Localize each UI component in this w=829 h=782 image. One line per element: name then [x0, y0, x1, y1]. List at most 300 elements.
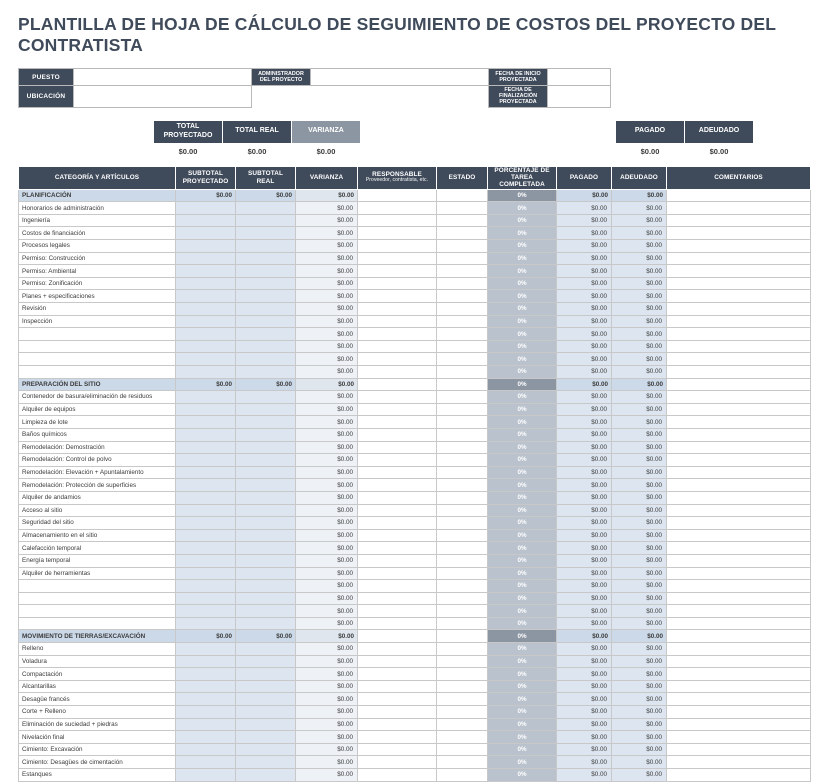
row-item-name[interactable]: Nivelación final	[19, 731, 176, 744]
row-responsable[interactable]	[358, 668, 437, 681]
group-estado[interactable]	[437, 189, 488, 202]
row-porcentaje[interactable]: 0%	[488, 693, 557, 706]
row-pagado[interactable]: $0.00	[557, 655, 612, 668]
row-item-name[interactable]: Calefacción temporal	[19, 542, 176, 555]
row-pagado[interactable]: $0.00	[557, 517, 612, 530]
row-porcentaje[interactable]: 0%	[488, 277, 557, 290]
row-estado[interactable]	[437, 605, 488, 618]
row-subtotal-proyectado[interactable]	[176, 303, 236, 316]
row-estado[interactable]	[437, 731, 488, 744]
row-subtotal-real[interactable]	[236, 580, 296, 593]
row-pagado[interactable]: $0.00	[557, 680, 612, 693]
row-pagado[interactable]: $0.00	[557, 605, 612, 618]
row-responsable[interactable]	[358, 517, 437, 530]
row-estado[interactable]	[437, 202, 488, 215]
row-comentarios[interactable]	[667, 466, 811, 479]
row-estado[interactable]	[437, 416, 488, 429]
row-responsable[interactable]	[358, 340, 437, 353]
row-porcentaje[interactable]: 0%	[488, 529, 557, 542]
row-comentarios[interactable]	[667, 643, 811, 656]
row-pagado[interactable]: $0.00	[557, 479, 612, 492]
row-item-name[interactable]: Compactación	[19, 668, 176, 681]
row-responsable[interactable]	[358, 542, 437, 555]
row-subtotal-proyectado[interactable]	[176, 366, 236, 379]
fecha-inicio-value[interactable]	[548, 69, 611, 86]
row-subtotal-real[interactable]	[236, 416, 296, 429]
row-subtotal-proyectado[interactable]	[176, 554, 236, 567]
row-subtotal-proyectado[interactable]	[176, 227, 236, 240]
row-comentarios[interactable]	[667, 731, 811, 744]
row-pagado[interactable]: $0.00	[557, 340, 612, 353]
row-item-name[interactable]	[19, 366, 176, 379]
row-pagado[interactable]: $0.00	[557, 315, 612, 328]
row-responsable[interactable]	[358, 416, 437, 429]
row-responsable[interactable]	[358, 491, 437, 504]
row-subtotal-real[interactable]	[236, 617, 296, 630]
row-subtotal-real[interactable]	[236, 693, 296, 706]
row-porcentaje[interactable]: 0%	[488, 542, 557, 555]
row-item-name[interactable]: Inspección	[19, 315, 176, 328]
row-comentarios[interactable]	[667, 668, 811, 681]
row-estado[interactable]	[437, 403, 488, 416]
row-porcentaje[interactable]: 0%	[488, 517, 557, 530]
row-estado[interactable]	[437, 542, 488, 555]
row-estado[interactable]	[437, 428, 488, 441]
row-estado[interactable]	[437, 617, 488, 630]
row-responsable[interactable]	[358, 441, 437, 454]
row-subtotal-real[interactable]	[236, 567, 296, 580]
row-pagado[interactable]: $0.00	[557, 303, 612, 316]
row-responsable[interactable]	[358, 265, 437, 278]
row-subtotal-proyectado[interactable]	[176, 202, 236, 215]
row-subtotal-real[interactable]	[236, 554, 296, 567]
row-responsable[interactable]	[358, 504, 437, 517]
row-porcentaje[interactable]: 0%	[488, 214, 557, 227]
row-porcentaje[interactable]: 0%	[488, 353, 557, 366]
row-pagado[interactable]: $0.00	[557, 328, 612, 341]
row-subtotal-proyectado[interactable]	[176, 617, 236, 630]
row-comentarios[interactable]	[667, 491, 811, 504]
row-pagado[interactable]: $0.00	[557, 227, 612, 240]
row-subtotal-proyectado[interactable]	[176, 214, 236, 227]
row-porcentaje[interactable]: 0%	[488, 391, 557, 404]
row-pagado[interactable]: $0.00	[557, 731, 612, 744]
row-subtotal-proyectado[interactable]	[176, 706, 236, 719]
row-responsable[interactable]	[358, 353, 437, 366]
group-comentarios[interactable]	[667, 630, 811, 643]
row-subtotal-proyectado[interactable]	[176, 592, 236, 605]
row-estado[interactable]	[437, 693, 488, 706]
row-subtotal-real[interactable]	[236, 277, 296, 290]
row-subtotal-proyectado[interactable]	[176, 529, 236, 542]
row-pagado[interactable]: $0.00	[557, 567, 612, 580]
row-estado[interactable]	[437, 441, 488, 454]
row-subtotal-real[interactable]	[236, 303, 296, 316]
row-porcentaje[interactable]: 0%	[488, 668, 557, 681]
row-porcentaje[interactable]: 0%	[488, 718, 557, 731]
row-pagado[interactable]: $0.00	[557, 466, 612, 479]
row-item-name[interactable]: Permiso: Ambiental	[19, 265, 176, 278]
row-subtotal-proyectado[interactable]	[176, 441, 236, 454]
row-comentarios[interactable]	[667, 580, 811, 593]
row-comentarios[interactable]	[667, 202, 811, 215]
row-porcentaje[interactable]: 0%	[488, 441, 557, 454]
row-comentarios[interactable]	[667, 416, 811, 429]
row-responsable[interactable]	[358, 706, 437, 719]
row-porcentaje[interactable]: 0%	[488, 366, 557, 379]
row-estado[interactable]	[437, 454, 488, 467]
row-porcentaje[interactable]: 0%	[488, 592, 557, 605]
row-comentarios[interactable]	[667, 403, 811, 416]
row-item-name[interactable]: Seguridad del sitio	[19, 517, 176, 530]
row-estado[interactable]	[437, 706, 488, 719]
row-porcentaje[interactable]: 0%	[488, 227, 557, 240]
row-comentarios[interactable]	[667, 769, 811, 782]
row-subtotal-proyectado[interactable]	[176, 504, 236, 517]
row-estado[interactable]	[437, 756, 488, 769]
row-comentarios[interactable]	[667, 706, 811, 719]
row-item-name[interactable]: Estanques	[19, 769, 176, 782]
row-item-name[interactable]	[19, 617, 176, 630]
row-subtotal-real[interactable]	[236, 315, 296, 328]
row-item-name[interactable]: Acceso al sitio	[19, 504, 176, 517]
row-pagado[interactable]: $0.00	[557, 743, 612, 756]
row-porcentaje[interactable]: 0%	[488, 491, 557, 504]
row-subtotal-real[interactable]	[236, 504, 296, 517]
row-pagado[interactable]: $0.00	[557, 265, 612, 278]
row-estado[interactable]	[437, 491, 488, 504]
row-pagado[interactable]: $0.00	[557, 277, 612, 290]
row-subtotal-proyectado[interactable]	[176, 580, 236, 593]
row-porcentaje[interactable]: 0%	[488, 680, 557, 693]
row-item-name[interactable]: Remodelación: Demostración	[19, 441, 176, 454]
row-pagado[interactable]: $0.00	[557, 240, 612, 253]
row-comentarios[interactable]	[667, 340, 811, 353]
row-item-name[interactable]: Limpieza de lote	[19, 416, 176, 429]
row-subtotal-real[interactable]	[236, 391, 296, 404]
row-item-name[interactable]: Contenedor de basura/eliminación de residuos	[19, 391, 176, 404]
row-subtotal-proyectado[interactable]	[176, 328, 236, 341]
administrador-value[interactable]	[311, 69, 489, 86]
row-porcentaje[interactable]: 0%	[488, 617, 557, 630]
row-responsable[interactable]	[358, 214, 437, 227]
row-item-name[interactable]: Corte + Relleno	[19, 706, 176, 719]
row-porcentaje[interactable]: 0%	[488, 328, 557, 341]
row-porcentaje[interactable]: 0%	[488, 303, 557, 316]
row-subtotal-proyectado[interactable]	[176, 391, 236, 404]
row-responsable[interactable]	[358, 252, 437, 265]
row-estado[interactable]	[437, 769, 488, 782]
row-comentarios[interactable]	[667, 718, 811, 731]
row-subtotal-proyectado[interactable]	[176, 769, 236, 782]
row-responsable[interactable]	[358, 743, 437, 756]
row-estado[interactable]	[437, 668, 488, 681]
row-porcentaje[interactable]: 0%	[488, 240, 557, 253]
row-subtotal-real[interactable]	[236, 605, 296, 618]
row-pagado[interactable]: $0.00	[557, 542, 612, 555]
row-subtotal-proyectado[interactable]	[176, 731, 236, 744]
row-pagado[interactable]: $0.00	[557, 290, 612, 303]
ubicacion-value[interactable]	[74, 86, 252, 108]
row-subtotal-real[interactable]	[236, 668, 296, 681]
row-item-name[interactable]: Remodelación: Elevación + Apuntalamiento	[19, 466, 176, 479]
row-responsable[interactable]	[358, 403, 437, 416]
row-comentarios[interactable]	[667, 605, 811, 618]
row-item-name[interactable]: Permiso: Zonificación	[19, 277, 176, 290]
row-pagado[interactable]: $0.00	[557, 580, 612, 593]
row-responsable[interactable]	[358, 680, 437, 693]
row-subtotal-real[interactable]	[236, 529, 296, 542]
row-pagado[interactable]: $0.00	[557, 529, 612, 542]
row-estado[interactable]	[437, 517, 488, 530]
row-estado[interactable]	[437, 680, 488, 693]
row-item-name[interactable]: Alquiler de andamios	[19, 491, 176, 504]
row-pagado[interactable]: $0.00	[557, 668, 612, 681]
row-subtotal-proyectado[interactable]	[176, 693, 236, 706]
row-pagado[interactable]: $0.00	[557, 428, 612, 441]
row-subtotal-proyectado[interactable]	[176, 605, 236, 618]
row-responsable[interactable]	[358, 769, 437, 782]
row-subtotal-proyectado[interactable]	[176, 290, 236, 303]
row-subtotal-proyectado[interactable]	[176, 643, 236, 656]
row-porcentaje[interactable]: 0%	[488, 731, 557, 744]
row-subtotal-proyectado[interactable]	[176, 340, 236, 353]
row-responsable[interactable]	[358, 655, 437, 668]
row-estado[interactable]	[437, 529, 488, 542]
row-subtotal-real[interactable]	[236, 214, 296, 227]
row-item-name[interactable]: Eliminación de suciedad + piedras	[19, 718, 176, 731]
row-responsable[interactable]	[358, 605, 437, 618]
row-subtotal-real[interactable]	[236, 706, 296, 719]
group-comentarios[interactable]	[667, 378, 811, 391]
row-subtotal-proyectado[interactable]	[176, 756, 236, 769]
row-subtotal-proyectado[interactable]	[176, 466, 236, 479]
row-item-name[interactable]: Costos de financiación	[19, 227, 176, 240]
row-pagado[interactable]: $0.00	[557, 441, 612, 454]
row-responsable[interactable]	[358, 567, 437, 580]
row-item-name[interactable]	[19, 605, 176, 618]
row-comentarios[interactable]	[667, 303, 811, 316]
row-subtotal-real[interactable]	[236, 454, 296, 467]
row-porcentaje[interactable]: 0%	[488, 580, 557, 593]
row-item-name[interactable]: Energía temporal	[19, 554, 176, 567]
row-porcentaje[interactable]: 0%	[488, 428, 557, 441]
row-subtotal-proyectado[interactable]	[176, 479, 236, 492]
row-comentarios[interactable]	[667, 391, 811, 404]
row-subtotal-real[interactable]	[236, 643, 296, 656]
row-porcentaje[interactable]: 0%	[488, 315, 557, 328]
row-estado[interactable]	[437, 265, 488, 278]
row-porcentaje[interactable]: 0%	[488, 605, 557, 618]
row-subtotal-real[interactable]	[236, 227, 296, 240]
row-pagado[interactable]: $0.00	[557, 504, 612, 517]
row-porcentaje[interactable]: 0%	[488, 466, 557, 479]
row-pagado[interactable]: $0.00	[557, 403, 612, 416]
row-item-name[interactable]: Alquiler de equipos	[19, 403, 176, 416]
row-subtotal-proyectado[interactable]	[176, 517, 236, 530]
group-responsable[interactable]	[358, 630, 437, 643]
row-estado[interactable]	[437, 328, 488, 341]
row-item-name[interactable]: Remodelación: Protección de superficies	[19, 479, 176, 492]
row-responsable[interactable]	[358, 466, 437, 479]
row-porcentaje[interactable]: 0%	[488, 479, 557, 492]
row-responsable[interactable]	[358, 366, 437, 379]
row-item-name[interactable]: Alcantarillas	[19, 680, 176, 693]
row-subtotal-real[interactable]	[236, 731, 296, 744]
row-item-name[interactable]: Desagüe francés	[19, 693, 176, 706]
row-subtotal-real[interactable]	[236, 340, 296, 353]
row-comentarios[interactable]	[667, 655, 811, 668]
row-estado[interactable]	[437, 227, 488, 240]
row-estado[interactable]	[437, 240, 488, 253]
row-porcentaje[interactable]: 0%	[488, 202, 557, 215]
row-item-name[interactable]: Honorarios de administración	[19, 202, 176, 215]
row-pagado[interactable]: $0.00	[557, 718, 612, 731]
row-subtotal-proyectado[interactable]	[176, 265, 236, 278]
row-subtotal-real[interactable]	[236, 403, 296, 416]
row-responsable[interactable]	[358, 290, 437, 303]
group-responsable[interactable]	[358, 189, 437, 202]
row-estado[interactable]	[437, 592, 488, 605]
row-responsable[interactable]	[358, 202, 437, 215]
row-responsable[interactable]	[358, 756, 437, 769]
row-porcentaje[interactable]: 0%	[488, 340, 557, 353]
row-estado[interactable]	[437, 643, 488, 656]
row-subtotal-real[interactable]	[236, 680, 296, 693]
row-porcentaje[interactable]: 0%	[488, 403, 557, 416]
row-porcentaje[interactable]: 0%	[488, 265, 557, 278]
row-estado[interactable]	[437, 252, 488, 265]
row-estado[interactable]	[437, 567, 488, 580]
row-responsable[interactable]	[358, 529, 437, 542]
row-porcentaje[interactable]: 0%	[488, 252, 557, 265]
row-pagado[interactable]: $0.00	[557, 617, 612, 630]
row-pagado[interactable]: $0.00	[557, 643, 612, 656]
row-pagado[interactable]: $0.00	[557, 353, 612, 366]
row-item-name[interactable]: Permiso: Construcción	[19, 252, 176, 265]
row-comentarios[interactable]	[667, 277, 811, 290]
row-estado[interactable]	[437, 315, 488, 328]
row-estado[interactable]	[437, 718, 488, 731]
row-subtotal-proyectado[interactable]	[176, 403, 236, 416]
row-pagado[interactable]: $0.00	[557, 491, 612, 504]
row-comentarios[interactable]	[667, 328, 811, 341]
row-comentarios[interactable]	[667, 290, 811, 303]
row-subtotal-proyectado[interactable]	[176, 718, 236, 731]
row-subtotal-proyectado[interactable]	[176, 655, 236, 668]
row-estado[interactable]	[437, 743, 488, 756]
row-subtotal-proyectado[interactable]	[176, 491, 236, 504]
row-estado[interactable]	[437, 340, 488, 353]
row-responsable[interactable]	[358, 227, 437, 240]
row-item-name[interactable]: Relleno	[19, 643, 176, 656]
row-subtotal-real[interactable]	[236, 290, 296, 303]
group-comentarios[interactable]	[667, 189, 811, 202]
row-estado[interactable]	[437, 214, 488, 227]
row-porcentaje[interactable]: 0%	[488, 416, 557, 429]
row-subtotal-real[interactable]	[236, 353, 296, 366]
row-comentarios[interactable]	[667, 592, 811, 605]
row-subtotal-real[interactable]	[236, 655, 296, 668]
row-porcentaje[interactable]: 0%	[488, 643, 557, 656]
row-pagado[interactable]: $0.00	[557, 706, 612, 719]
row-responsable[interactable]	[358, 391, 437, 404]
row-comentarios[interactable]	[667, 441, 811, 454]
row-item-name[interactable]: Procesos legales	[19, 240, 176, 253]
row-responsable[interactable]	[358, 580, 437, 593]
row-pagado[interactable]: $0.00	[557, 554, 612, 567]
row-subtotal-proyectado[interactable]	[176, 454, 236, 467]
row-item-name[interactable]: Remodelación: Control de polvo	[19, 454, 176, 467]
row-subtotal-proyectado[interactable]	[176, 542, 236, 555]
row-item-name[interactable]: Voladura	[19, 655, 176, 668]
row-porcentaje[interactable]: 0%	[488, 743, 557, 756]
row-comentarios[interactable]	[667, 529, 811, 542]
row-subtotal-real[interactable]	[236, 491, 296, 504]
row-responsable[interactable]	[358, 643, 437, 656]
row-subtotal-proyectado[interactable]	[176, 668, 236, 681]
row-comentarios[interactable]	[667, 517, 811, 530]
row-porcentaje[interactable]: 0%	[488, 769, 557, 782]
row-subtotal-real[interactable]	[236, 441, 296, 454]
row-subtotal-proyectado[interactable]	[176, 680, 236, 693]
row-estado[interactable]	[437, 366, 488, 379]
group-estado[interactable]	[437, 630, 488, 643]
row-responsable[interactable]	[358, 315, 437, 328]
row-responsable[interactable]	[358, 479, 437, 492]
row-item-name[interactable]	[19, 328, 176, 341]
row-comentarios[interactable]	[667, 214, 811, 227]
row-responsable[interactable]	[358, 554, 437, 567]
row-subtotal-real[interactable]	[236, 366, 296, 379]
row-pagado[interactable]: $0.00	[557, 252, 612, 265]
row-subtotal-real[interactable]	[236, 466, 296, 479]
group-estado[interactable]	[437, 378, 488, 391]
row-item-name[interactable]: Planes + especificaciones	[19, 290, 176, 303]
row-subtotal-real[interactable]	[236, 542, 296, 555]
row-comentarios[interactable]	[667, 227, 811, 240]
row-estado[interactable]	[437, 479, 488, 492]
row-comentarios[interactable]	[667, 542, 811, 555]
row-pagado[interactable]: $0.00	[557, 769, 612, 782]
row-responsable[interactable]	[358, 731, 437, 744]
row-estado[interactable]	[437, 303, 488, 316]
row-pagado[interactable]: $0.00	[557, 592, 612, 605]
row-subtotal-real[interactable]	[236, 756, 296, 769]
row-item-name[interactable]: Alquiler de herramientas	[19, 567, 176, 580]
row-item-name[interactable]	[19, 592, 176, 605]
row-subtotal-proyectado[interactable]	[176, 277, 236, 290]
row-estado[interactable]	[437, 391, 488, 404]
row-subtotal-real[interactable]	[236, 202, 296, 215]
group-responsable[interactable]	[358, 378, 437, 391]
row-item-name[interactable]	[19, 340, 176, 353]
puesto-value[interactable]	[74, 69, 252, 86]
row-subtotal-real[interactable]	[236, 240, 296, 253]
row-comentarios[interactable]	[667, 693, 811, 706]
row-comentarios[interactable]	[667, 567, 811, 580]
row-subtotal-proyectado[interactable]	[176, 252, 236, 265]
row-comentarios[interactable]	[667, 252, 811, 265]
row-porcentaje[interactable]: 0%	[488, 756, 557, 769]
row-comentarios[interactable]	[667, 353, 811, 366]
row-estado[interactable]	[437, 655, 488, 668]
row-item-name[interactable]	[19, 580, 176, 593]
row-pagado[interactable]: $0.00	[557, 366, 612, 379]
row-estado[interactable]	[437, 277, 488, 290]
row-estado[interactable]	[437, 580, 488, 593]
row-responsable[interactable]	[358, 303, 437, 316]
